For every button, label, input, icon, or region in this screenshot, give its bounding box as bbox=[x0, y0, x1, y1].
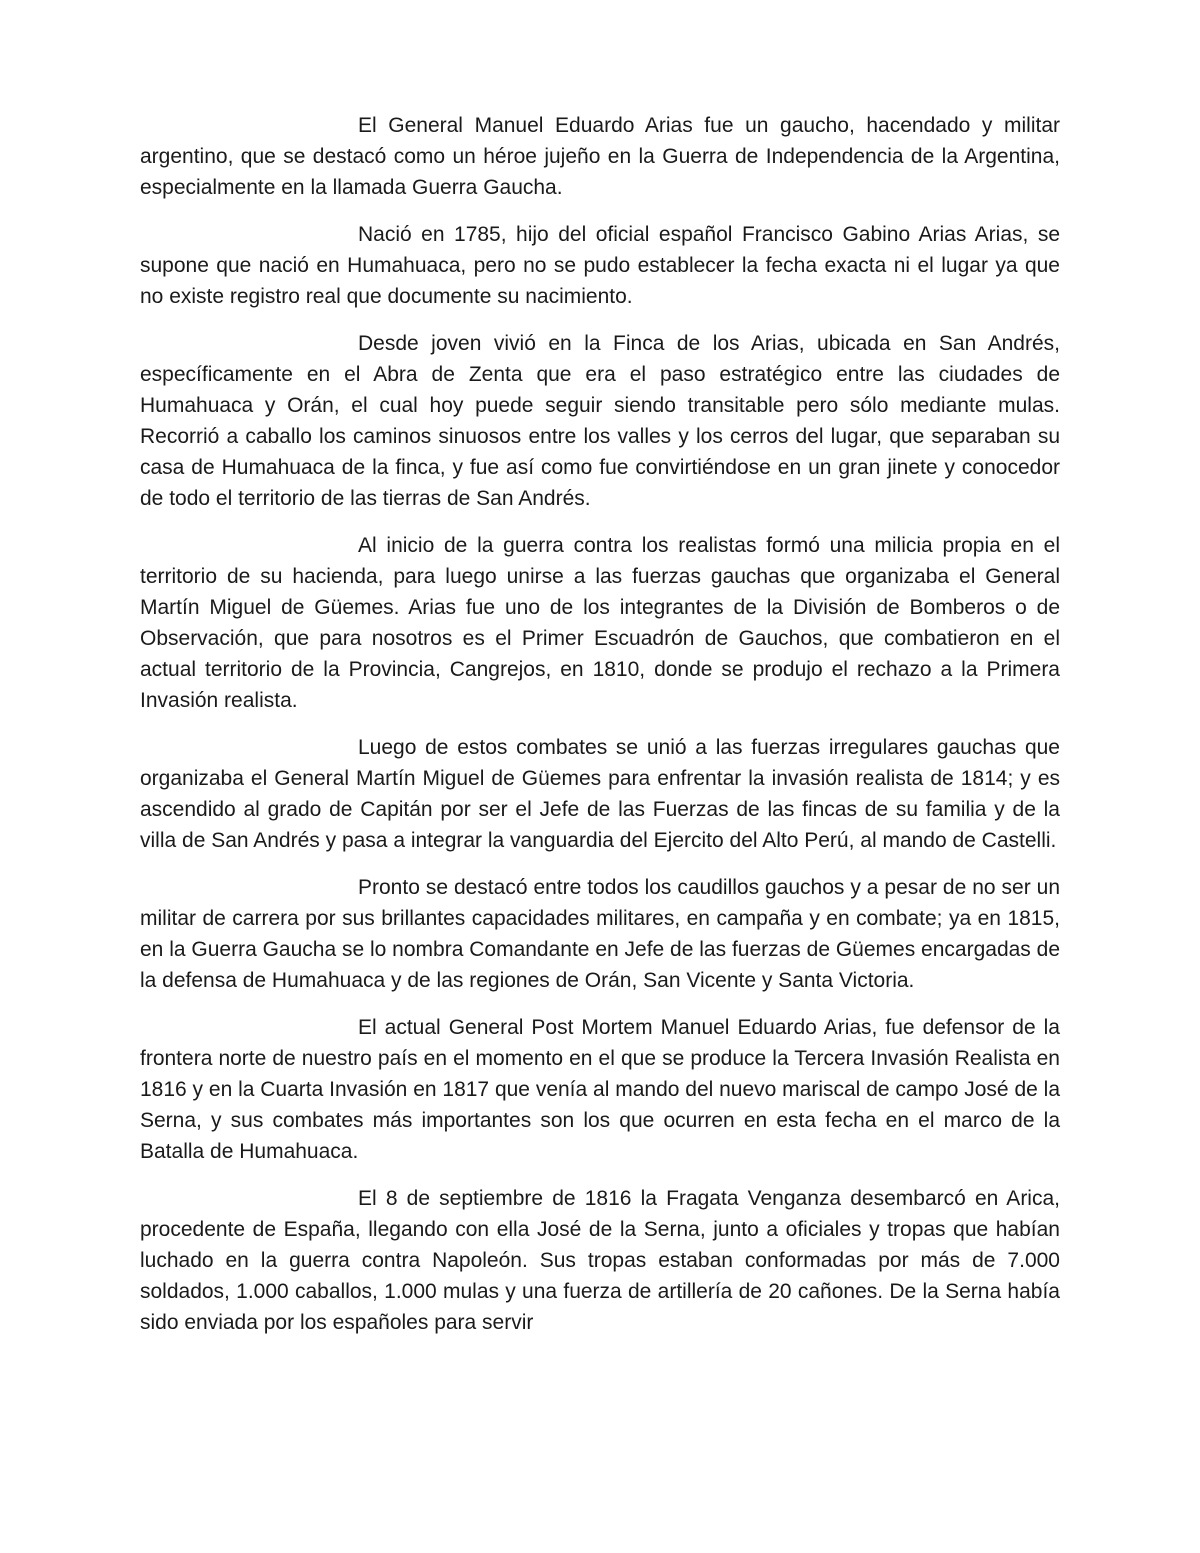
paragraph-3: Desde joven vivió en la Finca de los Arias, ubicada en San Andrés, específicamente en el Abra de Zenta que era el paso estratégico entre las ciudades de Humahuaca y Orán, el cual hoy puede seguir siendo transitable pero sólo mediante mulas. Recorrió a caballo los caminos sinuosos entre los valles y los cerros del lugar, que separaban su casa de Humahuaca de la finca, y fue así como fue convirtiéndose en un gran jinete y conocedor de todo el territorio de las tierras de San Andrés. bbox=[140, 332, 1060, 510]
document-body bbox=[140, 110, 1060, 1354]
paragraph-5: Luego de estos combates se unió a las fuerzas irregulares gauchas que organizaba el General Martín Miguel de Güemes para enfrentar la invasión realista de 1814; y es ascendido al grado de Capitán por ser el Jefe de las Fuerzas de las fincas de su familia y de la villa de San Andrés y pasa a integrar la vanguardia del Ejercito del Alto Perú, al mando de Castelli. bbox=[140, 736, 1060, 852]
paragraph-2: Nació en 1785, hijo del oficial español Francisco Gabino Arias Arias, se supone que nació en Humahuaca, pero no se pudo establecer la fecha exacta ni el lugar ya que no existe registro real que documente su nacimiento. bbox=[140, 223, 1060, 308]
paragraph-4: Al inicio de la guerra contra los realistas formó una milicia propia en el territorio de su hacienda, para luego unirse a las fuerzas gauchas que organizaba el General Martín Miguel de Güemes. Arias fue uno de los integrantes de la División de Bomberos o de Observación, que para nosotros es el Primer Escuadrón de Gauchos, que combatieron en el actual territorio de la Provincia, Cangrejos, en 1810, donde se produjo el rechazo a la Primera Invasión realista. bbox=[140, 534, 1060, 712]
paragraph-7: El actual General Post Mortem Manuel Eduardo Arias, fue defensor de la frontera norte de nuestro país en el momento en el que se produce la Tercera Invasión Realista en 1816 y en la Cuarta Invasión en 1817 que venía al mando del nuevo mariscal de campo José de la Serna, y sus combates más importantes son los que ocurren en esta fecha en el marco de la Batalla de Humahuaca. bbox=[140, 1016, 1060, 1163]
paragraph-6: Pronto se destacó entre todos los caudillos gauchos y a pesar de no ser un militar de carrera por sus brillantes capacidades militares, en campaña y en combate; ya en 1815, en la Guerra Gaucha se lo nombra Comandante en Jefe de las fuerzas de Güemes encargadas de la defensa de Humahuaca y de las regiones de Orán, San Vicente y Santa Victoria. bbox=[140, 876, 1060, 992]
paragraph-1: El General Manuel Eduardo Arias fue un gaucho, hacendado y militar argentino, que se destacó como un héroe jujeño en la Guerra de Independencia de la Argentina, especialmente en la llamada Guerra Gaucha. bbox=[140, 114, 1060, 199]
paragraph-8: El 8 de septiembre de 1816 la Fragata Venganza desembarcó en Arica, procedente de España, llegando con ella José de la Serna, junto a oficiales y tropas que habían luchado en la guerra contra Napoleón. Sus tropas estaban conformadas por más de 7.000 soldados, 1.000 caballos, 1.000 mulas y una fuerza de artillería de 20 cañones. De la Serna había sido enviada por los españoles para servir bbox=[140, 1187, 1060, 1334]
